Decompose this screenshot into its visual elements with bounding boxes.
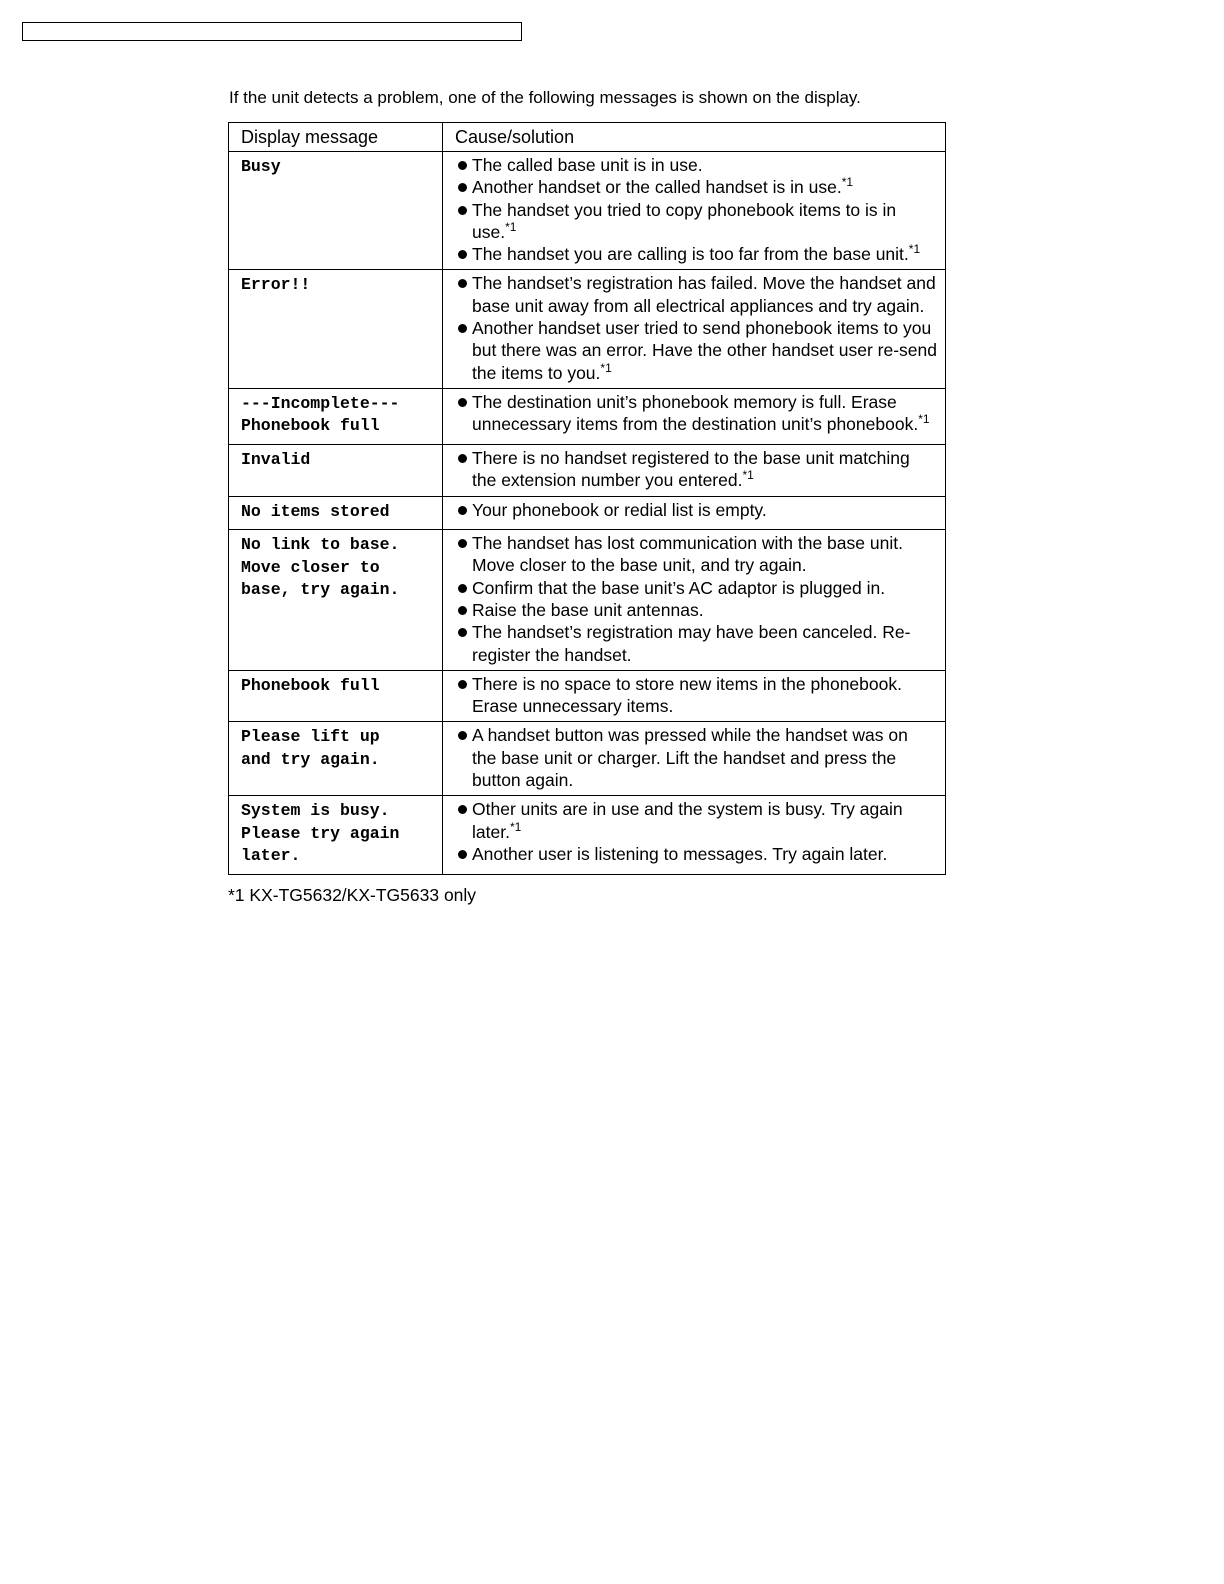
table-row	[229, 796, 946, 875]
cause-solution	[443, 388, 946, 444]
bullet-icon	[458, 183, 467, 192]
header-display-message: Display message	[229, 123, 443, 152]
cause-solution	[443, 496, 946, 530]
footnote-marker: *1	[742, 468, 754, 483]
bullet-icon	[458, 324, 467, 333]
footnote-marker: *1	[505, 219, 517, 234]
cause-item	[455, 272, 937, 317]
cause-item	[455, 577, 937, 599]
bullet-icon	[458, 454, 467, 463]
cause-text: The handset you are calling is too far from the base unit.	[472, 244, 909, 265]
bullet-icon	[458, 161, 467, 170]
display-message: Please lift up and try again.	[229, 722, 443, 796]
cause-text: The handset’s registration may have been canceled. Re-register the handset.	[472, 622, 911, 665]
display-message: Busy	[229, 152, 443, 270]
cause-list	[455, 447, 937, 492]
footnote: *1 KX-TG5632/KX-TG5633 only	[228, 885, 477, 905]
cause-item	[455, 154, 937, 176]
display-message: No items stored	[229, 496, 443, 530]
bullet-icon	[458, 584, 467, 593]
bullet-icon	[458, 805, 467, 814]
cause-item	[455, 673, 937, 718]
footnote-marker: *1	[841, 175, 854, 190]
table-row	[229, 388, 946, 444]
cause-solution	[443, 270, 946, 388]
bullet-icon	[458, 279, 467, 288]
cause-item	[455, 621, 937, 666]
cause-text: Another user is listening to messages. Try again later.	[472, 843, 888, 864]
cause-list	[455, 798, 937, 865]
cause-list	[455, 724, 937, 791]
cause-solution	[443, 670, 946, 722]
cause-text: There is no handset registered to the base unit matching the extension number you entered.	[472, 447, 910, 491]
cause-item	[455, 724, 937, 791]
cause-solution	[443, 444, 946, 496]
bullet-icon	[458, 506, 467, 515]
table-row	[229, 152, 946, 270]
table-row	[229, 270, 946, 388]
table-row	[229, 496, 946, 530]
footnote-marker: *1	[908, 242, 921, 257]
footnote-marker: *1	[509, 819, 522, 834]
display-message: Phonebook full	[229, 670, 443, 722]
table-row	[229, 670, 946, 722]
cause-list	[455, 154, 937, 265]
cause-item	[455, 599, 937, 621]
table-body	[229, 152, 946, 875]
bullet-icon	[458, 539, 467, 548]
messages-table	[228, 122, 946, 875]
header-box	[22, 22, 522, 41]
cause-item	[455, 199, 937, 244]
table-row	[229, 444, 946, 496]
bullet-icon	[458, 398, 467, 407]
footnote-marker: *1	[918, 412, 930, 427]
cause-solution	[443, 722, 946, 796]
cause-item	[455, 843, 937, 865]
cause-text: Other units are in use and the system is busy. Try again later.	[472, 799, 903, 842]
cause-text: The handset’s registration has failed. Move the handset and base unit away from all electrical appliances and try again.	[472, 273, 936, 316]
cause-text: There is no space to store new items in the phonebook. Erase unnecessary items.	[472, 673, 902, 717]
cause-solution	[443, 152, 946, 270]
cause-item	[455, 532, 937, 577]
cause-solution	[443, 530, 946, 671]
cause-item	[455, 317, 937, 384]
display-message: Error!!	[229, 270, 443, 388]
table-header-row	[229, 123, 946, 152]
intro-text: If the unit detects a problem, one of the following messages is shown on the display.	[229, 88, 861, 107]
bullet-icon	[458, 850, 467, 859]
bullet-icon	[458, 731, 467, 740]
cause-list	[455, 673, 937, 718]
cause-item	[455, 391, 937, 436]
display-message: System is busy. Please try again later.	[229, 796, 443, 875]
bullet-icon	[458, 680, 467, 689]
cause-text: The handset you tried to copy phonebook items to is in use.	[472, 199, 897, 242]
cause-text: Another handset user tried to send phonebook items to you but there was an error. Have the other handset user re-send the items to you.	[472, 318, 937, 383]
cause-text: Another handset or the called handset is in use.	[472, 177, 842, 198]
cause-text: Raise the base unit antennas.	[472, 599, 704, 620]
cause-list	[455, 272, 937, 383]
footnote-marker: *1	[600, 360, 612, 375]
cause-text: The handset has lost communication with the base unit. Move closer to the base unit, and try again.	[472, 533, 903, 576]
cause-item	[455, 798, 937, 843]
cause-list	[455, 499, 937, 521]
cause-item	[455, 243, 937, 265]
bullet-icon	[458, 206, 467, 215]
display-message: Invalid	[229, 444, 443, 496]
bullet-icon	[458, 250, 467, 259]
cause-list	[455, 532, 937, 666]
display-message: ---Incomplete--- Phonebook full	[229, 388, 443, 444]
bullet-icon	[458, 628, 467, 637]
header-cause-solution: Cause/solution	[443, 123, 946, 152]
cause-text: The destination unit’s phonebook memory is full. Erase unnecessary items from the destination unit’s phonebook.	[472, 391, 919, 435]
cause-item	[455, 447, 937, 492]
cause-item	[455, 499, 937, 521]
table-row	[229, 722, 946, 796]
cause-solution	[443, 796, 946, 875]
display-message: No link to base. Move closer to base, try again.	[229, 530, 443, 671]
cause-item	[455, 176, 937, 198]
table-row	[229, 530, 946, 671]
cause-text: Confirm that the base unit’s AC adaptor is plugged in.	[472, 577, 886, 598]
cause-list	[455, 391, 937, 436]
cause-text: Your phonebook or redial list is empty.	[472, 499, 767, 520]
bullet-icon	[458, 606, 467, 615]
cause-text: The called base unit is in use.	[472, 155, 703, 175]
cause-text: A handset button was pressed while the handset was on the base unit or charger. Lift the handset and press the button again.	[472, 725, 908, 791]
